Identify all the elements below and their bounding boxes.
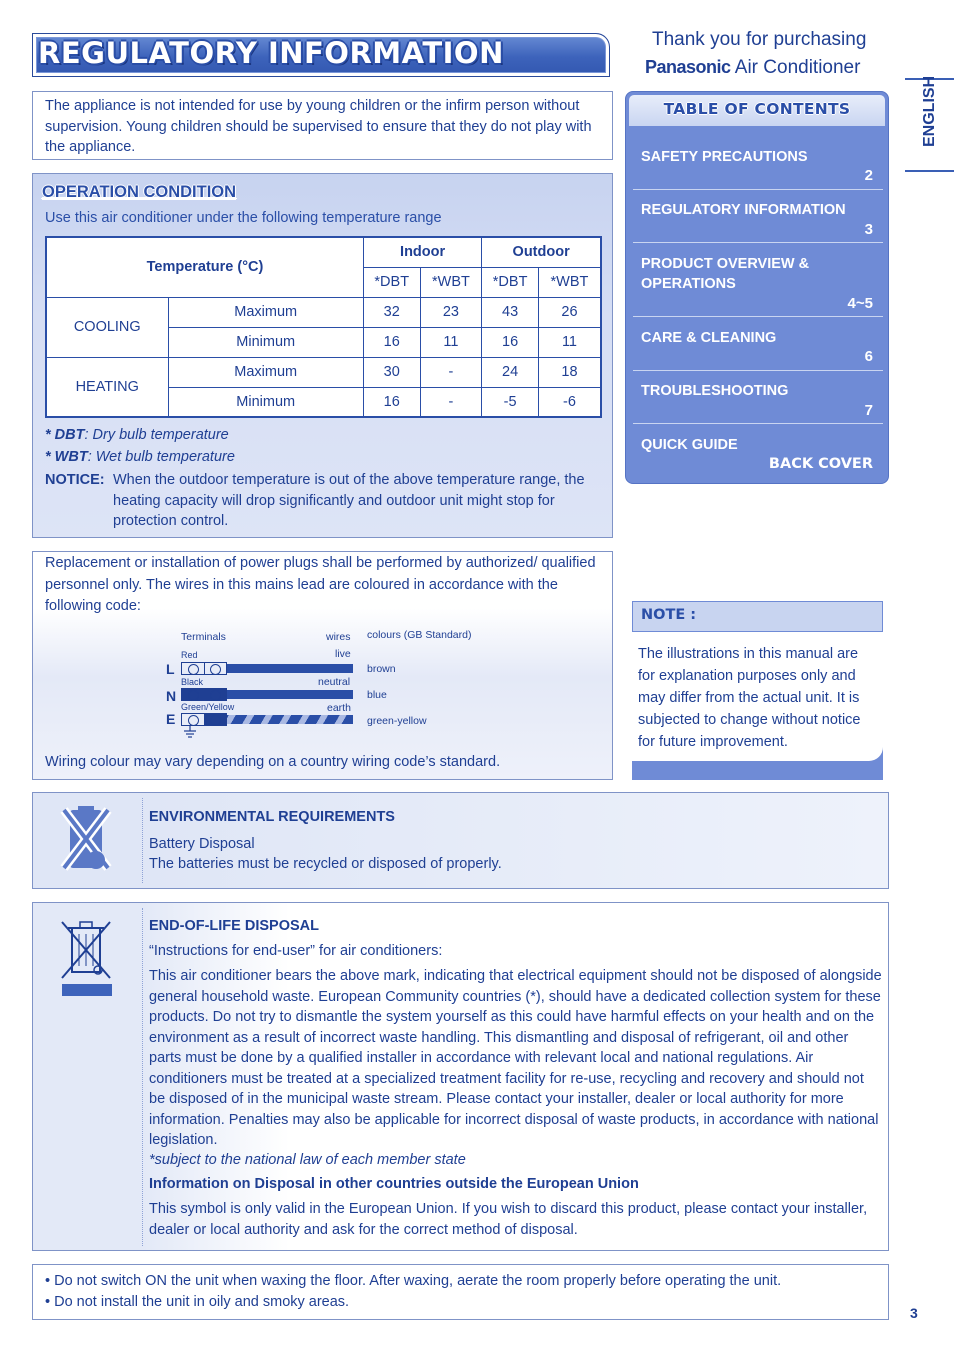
table-cell: 16 [363,327,420,357]
eol-outside-text: This symbol is only valid in the European Union. If you wish to discard this product, please contact your installer, dealer or local authority and ask for the correct method of disposal. [149,1201,868,1238]
terminals-label: Terminals [181,631,226,643]
environmental-title: ENVIRONMENTAL REQUIREMENTS [149,809,395,825]
operation-subtitle: Use this air conditioner under the following temperature range [45,210,442,226]
table-cell: - [420,357,482,387]
warning-item: • Do not switch ON the unit when waxing the floor. After waxing, aerate the room properly before operating the unit. [45,1273,782,1289]
table-cell: 24 [482,357,539,387]
table-cell: 26 [538,297,601,327]
note-text: The illustrations in this manual are for explanation purposes only and may differ from the actual unit. It is subjected to change without notice for future improvement. [632,640,883,761]
terminal-block-l [181,662,227,675]
terminal-colour-black: Black [181,677,204,687]
table-cell: 16 [363,387,420,417]
toc-item-page: 4~5 [847,295,873,312]
row-label: Minimum [168,387,363,417]
table-cell: 30 [363,357,420,387]
wiring-diagram [166,628,480,740]
table-cell: 16 [482,327,539,357]
row-label: Minimum [168,327,363,357]
brand-logo: Panasonic [645,57,731,77]
toc-item-page: 6 [864,348,873,365]
dbt-legend [45,427,229,443]
row-label: Maximum [168,357,363,387]
eol-instructions: “Instructions for end-user” for air conditioners: [149,943,443,959]
table-cell: 43 [482,297,539,327]
terminal-block-n [181,688,227,701]
eol-outside-title: Information on Disposal in other countries outside the European Union [149,1176,639,1192]
toc-item-safety[interactable] [641,147,881,187]
operation-heading: OPERATION CONDITION [42,183,237,201]
table-col-header: *DBT [363,267,420,297]
toc-item-page: 2 [864,167,873,184]
eol-paragraph: This air conditioner bears the above mark, indicating that electrical equipment should not be disposed of alongside general household waste. European Community countries (*), should have a dedicated collection system for these products. Do not try to dismantle the system yourself as this could have harmful effects on your health and on the environment as a result of incorrect waste handling. This dismantling and disposal of refrigerant, oil and other parts must be done by a qualified installer in accordance with relevant local and national regulations. Air conditioners must be treated at a specialized treatment facility for re-use, recycling and recovery and should not be disposed of in the municipal waste stream. Please contact your installer, dealer or local authority for more information. Penalties may also be applicable for incorrect disposal of waste products, in accordance with national legislation. [149,968,882,1148]
table-cell: 11 [420,327,482,357]
toc-item-page: 7 [864,402,873,419]
thanks-product-line [645,57,860,79]
earth-symbol-icon [183,725,197,739]
colour-brown: brown [367,663,396,675]
temperature-table [45,236,602,418]
table-cell: 11 [538,327,601,357]
wire-line-live [227,664,353,673]
toc-item-page: 3 [864,221,873,238]
table-col-header: *WBT [538,267,601,297]
table-col-header: *DBT [482,267,539,297]
dbt-text: : Dry bulb temperature [84,427,229,443]
terminal-colour-green-yellow: Green/Yellow [181,702,235,712]
page-title: REGULATORY INFORMATION [38,36,504,70]
dbt-key: * DBT [45,427,85,443]
toc-item-label: REGULATORY INFORMATION [641,202,846,218]
toc-item-product-overview[interactable] [641,254,881,314]
language-label: ENGLISH [921,75,938,147]
section-divider [142,908,143,1246]
toc-item-quick-guide[interactable] [641,435,881,475]
product-name: Air Conditioner [730,57,861,78]
wire-live: live [335,648,351,660]
notice-label: NOTICE: [45,472,105,488]
table-header-outdoor: Outdoor [482,237,601,267]
table-row [46,297,601,327]
notice-text: When the outdoor temperature is out of the above temperature range, the heating capacity will drop significantly and outdoor unit might stop for protection control. [113,472,585,529]
table-header-temperature: Temperature (°C) [46,237,363,297]
toc-item-label: QUICK GUIDE [641,437,738,453]
table-cell: 18 [538,357,601,387]
section-divider [142,798,143,883]
wire-earth: earth [327,702,351,714]
battery-disposal-icon [60,806,112,874]
intro-warning: The appliance is not intended for use by young children or the infirm person without supervision. Young children should be supervised to ensure that they do not play with the appliance. [32,91,613,160]
toc-item-troubleshooting[interactable] [641,381,881,421]
table-cell: -5 [482,387,539,417]
warning-item: • Do not install the unit in oily and smoky areas. [45,1294,350,1310]
wire-neutral: neutral [318,676,351,688]
terminal-letter-n: N [166,688,177,704]
note-title: NOTE : [641,607,697,623]
terminal-colour-red: Red [181,650,198,660]
toc-divider [633,242,883,243]
colours-header: colours (GB Standard) [367,629,472,641]
toc-divider [633,423,883,424]
wires-label: wires [326,631,351,643]
table-cell: - [420,387,482,417]
table-header-indoor: Indoor [363,237,481,267]
wbt-legend [45,449,235,465]
eol-footnote: *subject to the national law of each member state [149,1152,466,1168]
thanks-line: Thank you for purchasing [652,29,867,50]
toc-title: TABLE OF CONTENTS [663,100,851,118]
toc-divider [633,370,883,371]
table-cell: 23 [420,297,482,327]
mode-cooling: COOLING [46,297,168,357]
weee-crossed-bin-icon [58,918,116,1000]
environmental-line: The batteries must be recycled or disposed of properly. [149,856,502,872]
environmental-line: Battery Disposal [149,836,255,852]
toc-divider [633,189,883,190]
toc-item-regulatory[interactable] [641,200,881,240]
toc-divider [633,316,883,317]
page-number: 3 [910,1305,918,1321]
terminal-letter-l: L [166,661,175,677]
colour-green-yellow: green-yellow [367,715,427,727]
toc-item-label: CARE & CLEANING [641,330,777,346]
colour-blue: blue [367,689,387,701]
terminal-letter-e: E [166,711,176,727]
wire-line-neutral [227,690,353,699]
wbt-key: * WBT [45,449,88,465]
table-col-header: *WBT [420,267,482,297]
table-row [46,357,601,387]
table-cell: 32 [363,297,420,327]
toc-item-label: PRODUCT OVERVIEW & OPERATIONS [641,256,810,292]
toc-item-page: BACK COVER [768,456,873,472]
toc-item-care-cleaning[interactable] [641,328,881,368]
wbt-text: : Wet bulb temperature [87,449,235,465]
toc-item-label: TROUBLESHOOTING [641,383,789,399]
table-cell: -6 [538,387,601,417]
wiring-footer: Wiring colour may vary depending on a country wiring code’s standard. [45,754,501,770]
wiring-text: Replacement or installation of power plugs shall be performed by authorized/ qualified personnel only. The wires in this mains lead are coloured in accordance with the following code: [45,555,596,614]
wire-line-earth [227,715,353,724]
eol-title: END-OF-LIFE DISPOSAL [149,918,319,934]
mode-heating: HEATING [46,357,168,417]
row-label: Maximum [168,297,363,327]
toc-item-label: SAFETY PRECAUTIONS [641,149,808,165]
